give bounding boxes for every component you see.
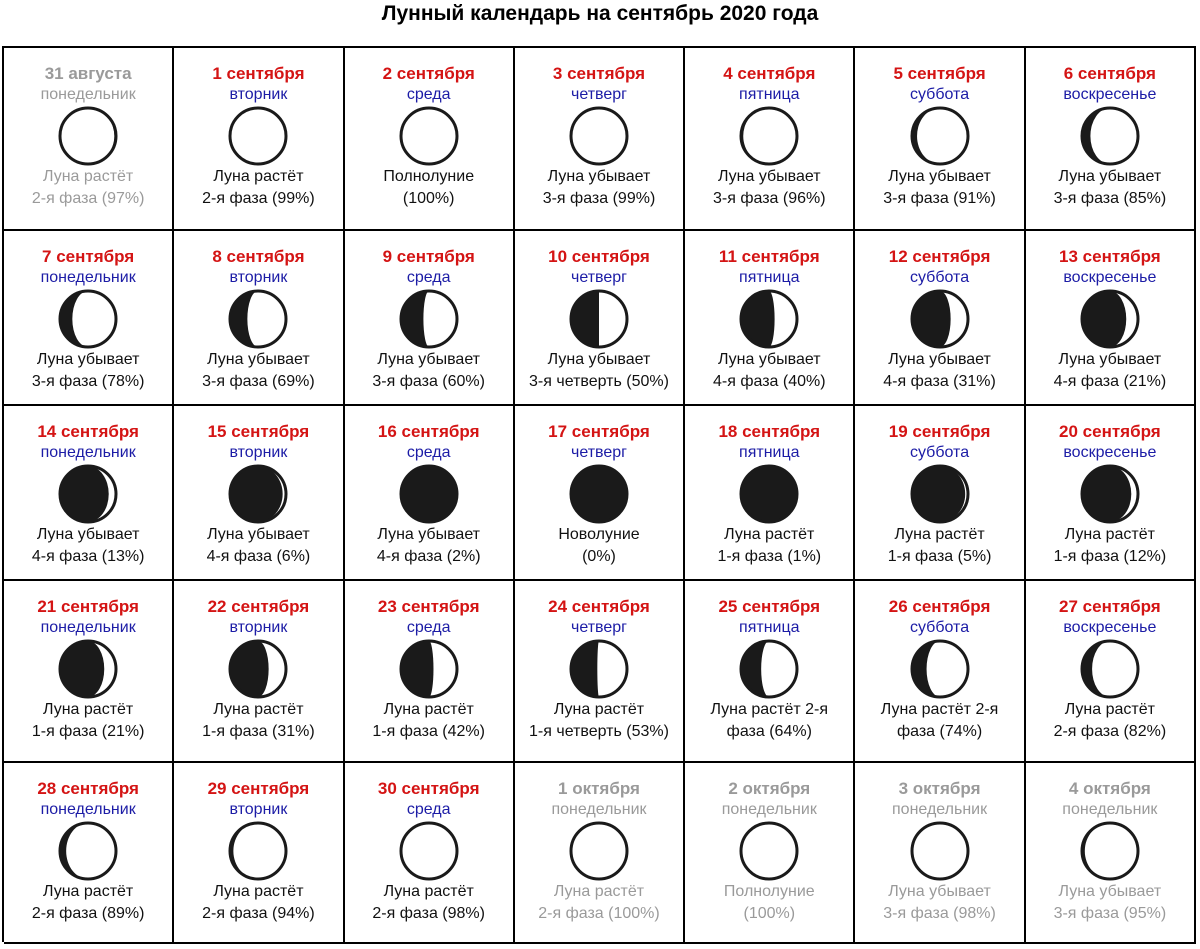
- calendar-grid: [2, 46, 1196, 942]
- phase-description: [859, 524, 1019, 568]
- moon-phase-icon: [909, 288, 971, 350]
- day-date: 9 сентября: [382, 247, 475, 266]
- moon-shadow: [230, 641, 269, 697]
- phase-description-line: Луна убывает: [207, 526, 310, 543]
- phase-description-line: 1-я фаза (31%): [202, 723, 315, 740]
- phase-description-line: 3-я фаза (99%): [542, 190, 656, 207]
- day-weekday: вторник: [229, 444, 288, 461]
- phase-description: [859, 166, 1019, 210]
- day-weekday: пятница: [739, 269, 800, 286]
- phase-description-line: Луна убывает: [888, 351, 991, 368]
- moon-shadow: [912, 823, 940, 879]
- day-date: 1 сентября: [212, 64, 305, 83]
- phase-description-line: Луна растёт: [43, 701, 134, 718]
- phase-description: [1030, 881, 1190, 925]
- moon-shadow: [1082, 823, 1110, 879]
- day-date: 2 октября: [728, 779, 811, 798]
- day-cell: [174, 48, 344, 231]
- moon-outline: [1082, 823, 1138, 879]
- phase-description-line: Луна растёт: [383, 883, 474, 900]
- phase-description-line: Луна убывает: [717, 351, 821, 368]
- moon-phase-icon: [398, 820, 460, 882]
- moon-phase-icon: [738, 463, 800, 525]
- day-weekday: суббота: [910, 619, 970, 636]
- day-date: 30 сентября: [377, 779, 480, 798]
- moon-outline: [230, 108, 286, 164]
- day-cell: [515, 581, 685, 763]
- moon-outline: [401, 108, 457, 164]
- day-cell: [345, 406, 515, 581]
- moon-shadow: [571, 823, 599, 879]
- phase-description-line: 4-я фаза (31%): [883, 373, 996, 390]
- phase-description: [519, 166, 679, 210]
- page-title: Лунный календарь на сентябрь 2020 года: [381, 2, 819, 25]
- day-weekday: понедельник: [1062, 801, 1158, 818]
- phase-description: [8, 524, 168, 568]
- moon-phase-icon: [568, 463, 630, 525]
- day-weekday: среда: [406, 619, 451, 636]
- phase-description-line: 2-я фаза (98%): [372, 905, 485, 922]
- phase-description-line: 3-я фаза (95%): [1053, 905, 1167, 922]
- day-cell: [855, 406, 1025, 581]
- day-cell: [174, 763, 344, 944]
- moon-shadow: [571, 108, 599, 164]
- day-weekday: пятница: [739, 444, 800, 461]
- phase-description-line: 1-я фаза (5%): [887, 548, 992, 565]
- phase-description-line: (100%): [402, 190, 455, 207]
- day-date: 31 августа: [44, 64, 132, 83]
- phase-description-line: Луна растёт: [724, 526, 815, 543]
- day-cell: [1026, 48, 1196, 231]
- phase-description: [8, 699, 168, 743]
- day-date: 29 сентября: [207, 779, 310, 798]
- phase-description-line: Луна убывает: [1058, 883, 1162, 900]
- moon-phase-icon: [738, 820, 800, 882]
- phase-description: [178, 524, 338, 568]
- moon-shadow: [258, 108, 286, 164]
- phase-description: [349, 166, 509, 210]
- moon-phase-icon: [1079, 638, 1141, 700]
- day-cell: [855, 581, 1025, 763]
- phase-description-line: Луна растёт: [894, 526, 985, 543]
- phase-description-line: Луна убывает: [547, 351, 651, 368]
- phase-description-line: 1-я фаза (1%): [717, 548, 822, 565]
- moon-shadow: [741, 291, 775, 347]
- day-date: 25 сентября: [718, 597, 821, 616]
- day-date: 28 сентября: [37, 779, 139, 798]
- moon-shadow: [401, 823, 429, 879]
- moon-shadow: [741, 641, 769, 697]
- phase-description: [519, 881, 679, 925]
- day-cell: [855, 48, 1025, 231]
- day-cell: [515, 48, 685, 231]
- day-date: 4 сентября: [723, 64, 816, 83]
- moon-phase-icon: [909, 105, 971, 167]
- phase-description-line: 4-я фаза (40%): [712, 373, 826, 390]
- moon-phase-icon: [227, 288, 289, 350]
- day-weekday: четверг: [571, 619, 627, 636]
- phase-description: [178, 699, 338, 743]
- day-weekday: вторник: [229, 619, 288, 636]
- moon-shadow: [401, 641, 433, 697]
- phase-description: [689, 699, 849, 743]
- day-weekday: воскресенье: [1063, 86, 1157, 103]
- phase-description-line: Луна убывает: [888, 883, 991, 900]
- day-cell: [685, 231, 855, 406]
- phase-description: [859, 699, 1019, 743]
- day-cell: [685, 406, 855, 581]
- day-date: 8 сентября: [212, 247, 305, 266]
- phase-description-line: 1-я фаза (42%): [372, 723, 485, 740]
- moon-phase-icon: [568, 105, 630, 167]
- moon-outline: [571, 108, 627, 164]
- phase-description-line: Луна растёт: [213, 701, 304, 718]
- moon-outline: [741, 108, 797, 164]
- moon-phase-icon: [398, 463, 460, 525]
- moon-phase-icon: [738, 105, 800, 167]
- moon-phase-icon: [1079, 463, 1141, 525]
- phase-description-line: 2-я фаза (100%): [538, 905, 660, 922]
- day-weekday: воскресенье: [1063, 619, 1157, 636]
- phase-description-line: 1-я фаза (12%): [1053, 548, 1167, 565]
- day-cell: [174, 231, 344, 406]
- day-date: 3 октября: [898, 779, 981, 798]
- day-date: 22 сентября: [207, 597, 310, 616]
- phase-description-line: 2-я фаза (94%): [202, 905, 315, 922]
- phase-description: [178, 881, 338, 925]
- day-cell: [685, 763, 855, 944]
- day-weekday: суббота: [910, 444, 970, 461]
- phase-description-line: Луна убывает: [377, 351, 481, 368]
- phase-description-line: Луна убывает: [36, 526, 140, 543]
- day-date: 19 сентября: [888, 422, 991, 441]
- day-weekday: четверг: [571, 86, 627, 103]
- day-weekday: понедельник: [40, 801, 136, 818]
- day-weekday: понедельник: [40, 619, 136, 636]
- day-weekday: понедельник: [40, 86, 136, 103]
- day-date: 23 сентября: [377, 597, 480, 616]
- day-date: 4 октября: [1068, 779, 1151, 798]
- phase-description-line: Луна растёт: [553, 883, 645, 900]
- phase-description: [8, 349, 168, 393]
- phase-description-line: 2-я фаза (99%): [202, 190, 315, 207]
- moon-shadow: [571, 641, 599, 697]
- phase-description-line: 3-я фаза (98%): [883, 905, 996, 922]
- day-weekday: среда: [406, 86, 451, 103]
- day-date: 12 сентября: [888, 247, 991, 266]
- moon-outline: [571, 823, 627, 879]
- phase-description-line: Луна убывает: [207, 351, 310, 368]
- moon-phase-icon: [227, 463, 289, 525]
- moon-shadow: [230, 291, 258, 347]
- phase-description: [689, 166, 849, 210]
- day-date: 14 сентября: [37, 422, 139, 441]
- moon-phase-icon: [227, 105, 289, 167]
- moon-shadow: [88, 108, 116, 164]
- phase-description: [1030, 524, 1190, 568]
- phase-description-line: 2-я фаза (97%): [31, 190, 145, 207]
- moon-outline: [912, 108, 968, 164]
- phase-description-line: Луна растёт: [383, 701, 474, 718]
- moon-phase-icon: [227, 638, 289, 700]
- day-weekday: суббота: [910, 269, 970, 286]
- day-weekday: среда: [406, 444, 451, 461]
- day-date: 27 сентября: [1059, 597, 1161, 616]
- phase-description-line: 2-я фаза (89%): [31, 905, 145, 922]
- phase-description-line: 3-я фаза (85%): [1053, 190, 1167, 207]
- day-weekday: среда: [406, 269, 451, 286]
- day-cell: [515, 406, 685, 581]
- phase-description-line: Луна растёт: [213, 168, 304, 185]
- phase-description-line: 4-я фаза (13%): [31, 548, 145, 565]
- day-cell: [1026, 406, 1196, 581]
- day-cell: [1026, 581, 1196, 763]
- phase-description-line: (100%): [743, 905, 796, 922]
- phase-description-line: Луна убывает: [1058, 168, 1162, 185]
- phase-description-line: Луна убывает: [1058, 351, 1162, 368]
- day-cell: [855, 763, 1025, 944]
- phase-description-line: 3-я фаза (78%): [31, 373, 145, 390]
- moon-shadow: [230, 823, 258, 879]
- moon-phase-icon: [1079, 105, 1141, 167]
- phase-description: [689, 524, 849, 568]
- day-cell: [4, 581, 174, 763]
- phase-description: [519, 349, 679, 393]
- phase-description-line: Полнолуние: [383, 168, 475, 185]
- moon-phase-icon: [568, 638, 630, 700]
- phase-description: [8, 881, 168, 925]
- day-weekday: среда: [406, 801, 451, 818]
- moon-outline: [912, 823, 968, 879]
- day-date: 13 сентября: [1059, 247, 1161, 266]
- day-weekday: вторник: [229, 269, 288, 286]
- phase-description-line: Новолуние: [558, 526, 640, 543]
- moon-phase-icon: [398, 105, 460, 167]
- phase-description-line: Луна растёт: [1064, 701, 1155, 718]
- moon-phase-icon: [1079, 820, 1141, 882]
- phase-description: [519, 699, 679, 743]
- phase-description-line: 3-я фаза (60%): [372, 373, 485, 390]
- day-date: 18 сентября: [718, 422, 821, 441]
- moon-shadow: [741, 108, 769, 164]
- day-weekday: понедельник: [721, 801, 817, 818]
- day-date: 20 сентября: [1059, 422, 1161, 441]
- moon-shadow: [912, 108, 940, 164]
- phase-description-line: Луна убывает: [888, 168, 991, 185]
- phase-description-line: 4-я фаза (2%): [376, 548, 481, 565]
- moon-phase-icon: [398, 288, 460, 350]
- day-date: 10 сентября: [548, 247, 650, 266]
- day-cell: [1026, 763, 1196, 944]
- phase-description: [1030, 349, 1190, 393]
- moon-phase-icon: [738, 288, 800, 350]
- day-weekday: пятница: [739, 619, 800, 636]
- moon-phase-icon: [57, 820, 119, 882]
- phase-description-line: фаза (64%): [726, 723, 812, 740]
- moon-phase-icon: [909, 638, 971, 700]
- day-date: 26 сентября: [888, 597, 991, 616]
- moon-outline: [401, 823, 457, 879]
- phase-description: [178, 166, 338, 210]
- moon-phase-icon: [227, 820, 289, 882]
- phase-description: [349, 349, 509, 393]
- day-date: 16 сентября: [377, 422, 480, 441]
- day-weekday: вторник: [229, 86, 288, 103]
- moon-phase-icon: [568, 288, 630, 350]
- day-cell: [685, 48, 855, 231]
- day-date: 7 сентября: [42, 247, 135, 266]
- phase-description-line: 1-я фаза (21%): [31, 723, 145, 740]
- moon-phase-icon: [57, 638, 119, 700]
- day-cell: [515, 763, 685, 944]
- day-date: 3 сентября: [552, 64, 646, 83]
- moon-outline: [60, 108, 116, 164]
- day-date: 5 сентября: [893, 64, 986, 83]
- moon-phase-icon: [738, 638, 800, 700]
- day-cell: [345, 581, 515, 763]
- phase-description-line: фаза (74%): [896, 723, 983, 740]
- day-date: 2 сентября: [382, 64, 475, 83]
- phase-description-line: Луна растёт: [213, 883, 304, 900]
- day-date: 11 сентября: [718, 247, 820, 266]
- day-cell: [174, 406, 344, 581]
- moon-phase-icon: [398, 638, 460, 700]
- day-cell: [4, 763, 174, 944]
- moon-phase-icon: [57, 463, 119, 525]
- moon-phase-icon: [57, 105, 119, 167]
- moon-shadow: [60, 291, 88, 347]
- phase-description-line: Луна убывает: [36, 351, 140, 368]
- moon-phase-icon: [909, 820, 971, 882]
- phase-description: [689, 881, 849, 925]
- phase-description-line: Луна растёт: [1064, 526, 1155, 543]
- moon-shadow: [912, 641, 940, 697]
- day-weekday: четверг: [571, 444, 627, 461]
- day-cell: [345, 763, 515, 944]
- phase-description: [349, 524, 509, 568]
- day-cell: [685, 581, 855, 763]
- day-date: 15 сентября: [207, 422, 310, 441]
- phase-description-line: Луна убывает: [717, 168, 821, 185]
- phase-description-line: Луна убывает: [377, 526, 481, 543]
- day-weekday: суббота: [910, 86, 970, 103]
- moon-shadow: [912, 291, 951, 347]
- day-cell: [1026, 231, 1196, 406]
- moon-shadow: [1082, 641, 1110, 697]
- phase-description-line: 3-я фаза (96%): [712, 190, 826, 207]
- day-weekday: воскресенье: [1063, 444, 1157, 461]
- phase-description-line: Луна растёт: [553, 701, 645, 718]
- phase-description-line: 3-я фаза (69%): [202, 373, 315, 390]
- day-weekday: пятница: [739, 86, 800, 103]
- day-cell: [4, 406, 174, 581]
- phase-description-line: Полнолуние: [723, 883, 815, 900]
- day-date: 21 сентября: [37, 597, 139, 616]
- phase-description: [1030, 166, 1190, 210]
- phase-description: [519, 524, 679, 568]
- phase-description-line: 2-я фаза (82%): [1053, 723, 1167, 740]
- phase-description: [349, 699, 509, 743]
- phase-description: [349, 881, 509, 925]
- moon-shadow: [1082, 108, 1110, 164]
- day-cell: [4, 48, 174, 231]
- moon-shadow: [60, 823, 88, 879]
- phase-description-line: 4-я фаза (6%): [206, 548, 311, 565]
- phase-description-line: Луна убывает: [547, 168, 651, 185]
- day-date: 1 октября: [558, 779, 640, 798]
- phase-description-line: Луна растёт 2-я: [880, 701, 999, 718]
- phase-description-line: 4-я фаза (21%): [1053, 373, 1167, 390]
- phase-description-line: Луна растёт: [43, 883, 134, 900]
- day-cell: [345, 48, 515, 231]
- moon-shadow: [401, 291, 429, 347]
- moon-outline: [60, 823, 116, 879]
- phase-description-line: (0%): [582, 548, 616, 565]
- moon-phase-icon: [909, 463, 971, 525]
- phase-description-line: Луна растёт: [43, 168, 134, 185]
- phase-description: [689, 349, 849, 393]
- day-date: 6 сентября: [1063, 64, 1156, 83]
- phase-description: [178, 349, 338, 393]
- phase-description: [8, 166, 168, 210]
- day-weekday: понедельник: [40, 269, 136, 286]
- phase-description: [859, 349, 1019, 393]
- day-weekday: вторник: [229, 801, 288, 818]
- phase-description: [859, 881, 1019, 925]
- moon-phase-icon: [568, 820, 630, 882]
- moon-phase-icon: [57, 288, 119, 350]
- day-cell: [174, 581, 344, 763]
- day-weekday: понедельник: [551, 801, 647, 818]
- day-date: 24 сентября: [548, 597, 650, 616]
- moon-outline: [741, 823, 797, 879]
- moon-shadow: [571, 291, 599, 347]
- day-weekday: понедельник: [40, 444, 136, 461]
- day-cell: [345, 231, 515, 406]
- day-cell: [4, 231, 174, 406]
- moon-outline: [230, 823, 286, 879]
- moon-phase-icon: [1079, 288, 1141, 350]
- day-cell: [855, 231, 1025, 406]
- phase-description-line: 3-я четверть (50%): [529, 373, 669, 390]
- day-cell: [515, 231, 685, 406]
- phase-description-line: 1-я четверть (53%): [529, 723, 669, 740]
- day-date: 17 сентября: [548, 422, 650, 441]
- day-weekday: воскресенье: [1063, 269, 1157, 286]
- day-weekday: понедельник: [892, 801, 988, 818]
- day-weekday: четверг: [571, 269, 627, 286]
- phase-description-line: 3-я фаза (91%): [883, 190, 996, 207]
- phase-description-line: Луна растёт 2-я: [710, 701, 829, 718]
- phase-description: [1030, 699, 1190, 743]
